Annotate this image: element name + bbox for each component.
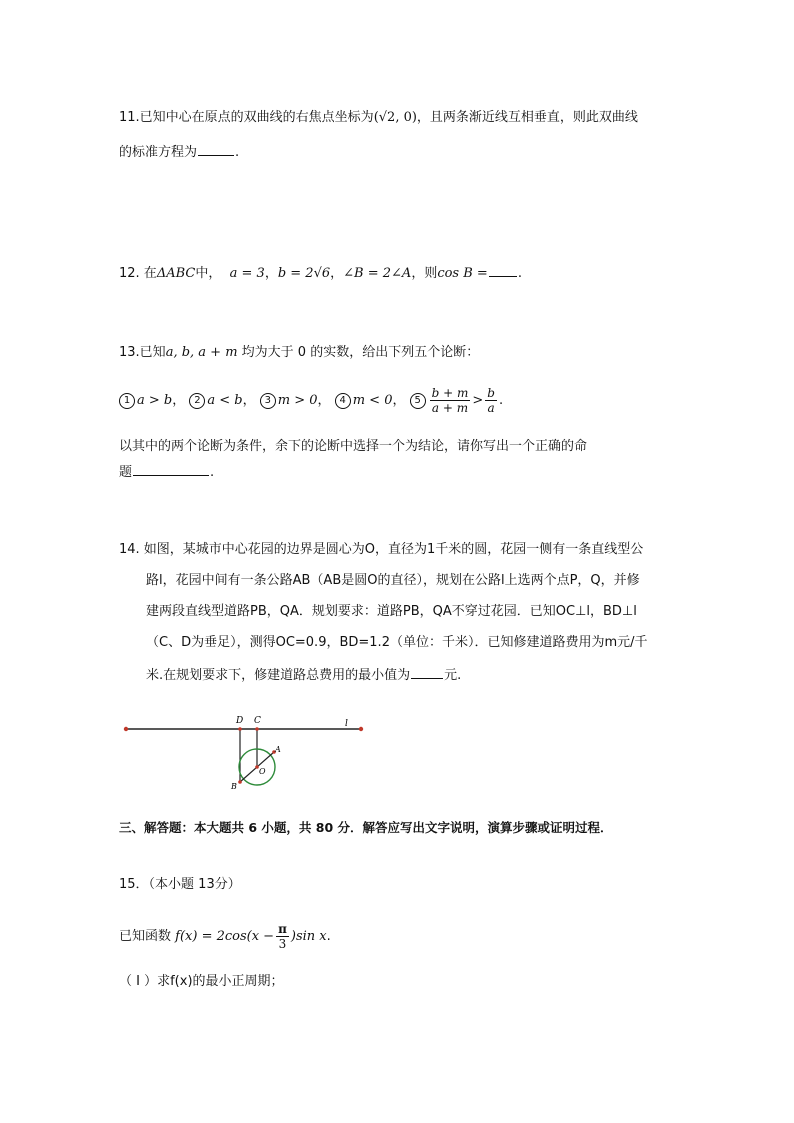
point-b-dot — [238, 780, 242, 784]
q11-answer-blank[interactable] — [198, 141, 234, 156]
q11-period: . — [235, 145, 240, 160]
q13-line2 — [119, 385, 503, 417]
q13-item-5 — [410, 386, 504, 415]
circled-number-icon: 5 — [410, 393, 426, 409]
q12-zhong: 中， — [195, 266, 222, 281]
label-b: B — [231, 782, 237, 791]
endpoint-dot — [124, 727, 128, 731]
q14-answer-blank[interactable] — [411, 664, 443, 679]
q13-line1 — [119, 343, 479, 363]
q12-a-eq: a = 3 — [229, 266, 265, 281]
q12-cos: cos B = — [437, 266, 488, 281]
q15-title: 15．（本小题 13分） — [119, 877, 241, 892]
q13-expr-3: m > 0 — [277, 393, 318, 408]
q15-part1: （ I ）求f(x)的最小正周期； — [119, 974, 284, 989]
section-3-heading: 三、解答题：本大题共 6 小题，共 80 分．解答应写出文字说明，演算步骤或证明过程． — [119, 820, 613, 835]
q13-text-a: 13.已知 — [119, 345, 166, 360]
point-c-dot — [255, 727, 259, 731]
q13-text-b: 均为大于 0 的实数，给出下列五个论断： — [241, 345, 480, 360]
q13-frac1-den: a + m — [431, 401, 469, 415]
q13-sep-3: ， — [317, 393, 331, 408]
label-a: A — [275, 745, 281, 754]
q11-text-c: 的标准方程为 — [119, 145, 198, 160]
q14-line5 — [146, 664, 461, 686]
q13-item-2 — [189, 393, 255, 408]
q15-func-b: )sin x — [290, 929, 327, 944]
label-l: l — [345, 719, 348, 729]
q13-item5-end: . — [498, 393, 504, 408]
circled-number-icon: 3 — [260, 393, 276, 409]
q12-answer-blank[interactable] — [489, 262, 517, 277]
q14-yuan: 元. — [444, 668, 462, 683]
q11-focus: (√2, 0) — [373, 110, 417, 125]
q12-line — [119, 262, 522, 284]
q12-then: ，则 — [411, 266, 438, 281]
q12-sep2: ， — [330, 266, 344, 281]
q14-line2: 路l，花园中间有一条公路AB（AB是圆O的直径），规划在公路l上选两个点P，Q，并修 — [146, 573, 640, 588]
q13-item-1 — [119, 393, 185, 408]
q12-triangle: ΔABC — [156, 266, 196, 281]
q15-three: 3 — [278, 937, 287, 951]
endpoint-dot — [359, 727, 363, 731]
q15-dot: . — [326, 929, 331, 944]
q12-angle: ∠B = 2∠A — [343, 266, 412, 281]
q14-text-5: 米.在规划要求下，修建道路总费用的最小值为 — [146, 668, 411, 683]
q13-frac2-num: b — [487, 386, 495, 400]
q15-pi: π — [278, 922, 287, 936]
q13-frac2-den: a — [487, 401, 495, 415]
q13-sep-4: ， — [392, 393, 406, 408]
q13-period: . — [210, 465, 215, 480]
q13-expr-1: a > b — [137, 393, 173, 408]
q13-fraction-1 — [430, 386, 471, 415]
point-d-dot — [238, 727, 242, 731]
q15-pi-over-3 — [276, 922, 289, 951]
q13-expr-2: a < b — [207, 393, 243, 408]
q11-line2 — [119, 141, 239, 163]
q14-line3: 建两段直线型道路PB，QA．规划要求：道路PB，QA不穿过花园．已知OC⊥l，BD⊥l — [146, 604, 637, 619]
q13-answer-blank[interactable] — [133, 461, 209, 476]
q15-given — [119, 922, 331, 952]
q13-line4 — [119, 461, 214, 483]
q15-func-a: f(x) = 2cos(x − — [175, 929, 275, 944]
circled-number-icon: 4 — [335, 393, 351, 409]
q13-sep-1: ， — [172, 393, 186, 408]
circled-number-icon: 2 — [189, 393, 205, 409]
label-c: C — [254, 716, 261, 726]
q11-text-a: 11.已知中心在原点的双曲线的右焦点坐标为 — [119, 110, 374, 125]
q13-expr-4: m < 0 — [352, 393, 393, 408]
q13-fraction-2 — [485, 386, 497, 415]
q14-line4: （C、D为垂足），测得OC=0.9，BD=1.2（单位：千米）．已知修建道路费用为m元/千 — [146, 635, 648, 650]
label-o: O — [259, 767, 266, 776]
q12-b-eq: b = 2√6 — [277, 266, 331, 281]
q15-given-text: 已知函数 — [119, 929, 172, 944]
q12-sep1: ， — [264, 266, 278, 281]
q13-item-4 — [335, 393, 406, 408]
q13-gt: > — [472, 393, 484, 408]
q13-ti: 题 — [119, 465, 133, 480]
q14-line1: 14. 如图，某城市中心花园的边界是圆心为O，直径为1千米的圆，花园一侧有一条直线型公 — [119, 542, 644, 557]
q13-frac1-num: b + m — [431, 386, 469, 400]
q12-prefix: 12. 在 — [119, 266, 157, 281]
q13-sep-2: ， — [242, 393, 256, 408]
q13-line3: 以其中的两个论断为条件，余下的论断中选择一个为结论，请你写出一个正确的命 — [119, 439, 588, 454]
q11-line1 — [119, 108, 638, 128]
q11-text-b: ，且两条渐近线互相垂直，则此双曲线 — [416, 110, 638, 125]
q13-vars: a, b, a + m — [165, 345, 238, 360]
q14-figure — [118, 710, 368, 795]
label-d: D — [236, 716, 244, 726]
circled-number-icon: 1 — [119, 393, 135, 409]
q13-item-3 — [260, 393, 331, 408]
q12-period: . — [517, 266, 522, 281]
